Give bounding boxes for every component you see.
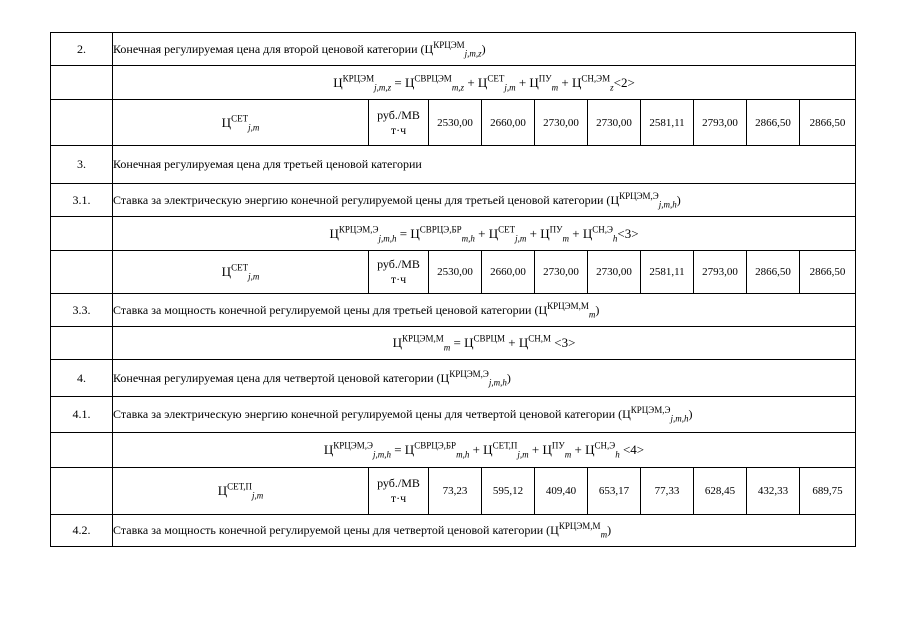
- value-cell: 2793,00: [694, 100, 747, 146]
- value-cell: 432,33: [747, 468, 800, 515]
- formula-row: [51, 433, 856, 468]
- value-cell: 2530,00: [429, 251, 482, 294]
- row-number: 4.2.: [51, 515, 113, 547]
- unit-cell: руб./МВ т·ч: [369, 468, 429, 515]
- row-number: 3.: [51, 146, 113, 184]
- value-cell: 689,75: [800, 468, 856, 515]
- row-title: Конечная регулируемая цена для второй ценовой категории $(Ц^{КРЦЭМ}_{j,m,z})$: [113, 33, 856, 66]
- formula-4: $Ц^{КРЦЭМ,Э}_{j,m,h} = Ц^{СВРЦЭ,БР}_{m,h} + Ц^{СЕТ,П}_{j,m} + Ц^{ПУ}_m + Ц^{СН,Э}_h <4>$: [113, 433, 856, 468]
- formula-3: $Ц^{КРЦЭМ,Э}_{j,m,h} = Ц^{СВРЦЭ,БР}_{m,h} + Ц^{СЕТ}_{j,m} + Ц^{ПУ}_m + Ц^{СН,Э}_h<3>$: [113, 217, 856, 251]
- value-cell: 2530,00: [429, 100, 482, 146]
- value-cell: 628,45: [694, 468, 747, 515]
- values-row: [51, 468, 856, 515]
- symbol-cell: $Ц^{СЕТ}_{j,m}$: [113, 100, 369, 146]
- formula-3m: $Ц^{КРЦЭМ,М}_m = Ц^{СВРЦМ} + Ц^{СН,М} <3>$: [113, 327, 856, 360]
- value-cell: 2660,00: [482, 100, 535, 146]
- row-number: 3.1.: [51, 184, 113, 217]
- value-cell: 595,12: [482, 468, 535, 515]
- row-title: Ставка за мощность конечной регулируемой цены для четвертой ценовой категории $(Ц^{КРЦЭМ,М}_m)$: [113, 515, 856, 547]
- value-cell: 2581,11: [641, 100, 694, 146]
- unit-cell: руб./МВ т·ч: [369, 100, 429, 146]
- table-row: [51, 33, 856, 66]
- formula-row: [51, 217, 856, 251]
- empty-cell: [51, 217, 113, 251]
- empty-cell: [51, 327, 113, 360]
- table-row: [51, 515, 856, 547]
- table-row: [51, 184, 856, 217]
- value-cell: 2730,00: [588, 100, 641, 146]
- table-row: [51, 146, 856, 184]
- value-cell: 653,17: [588, 468, 641, 515]
- value-cell: 77,33: [641, 468, 694, 515]
- values-row: [51, 251, 856, 294]
- row-number: 3.3.: [51, 294, 113, 327]
- row-title: Ставка за мощность конечной регулируемой цены для третьей ценовой категории $(Ц^{КРЦЭМ,М}_m)$: [113, 294, 856, 327]
- unit-cell: руб./МВ т·ч: [369, 251, 429, 294]
- value-cell: 2730,00: [535, 251, 588, 294]
- formula-2: $Ц^{КРЦЭМ}_{j,m,z} = Ц^{СВРЦЭМ}_{m,z} + Ц^{СЕТ}_{j,m} + Ц^{ПУ}_m + Ц^{СН,ЭМ}_z<2>$: [113, 66, 856, 100]
- symbol-cell: $Ц^{СЕТ,П}_{j,m}$: [113, 468, 369, 515]
- empty-cell: [51, 66, 113, 100]
- row-number: 4.1.: [51, 397, 113, 433]
- value-cell: 2660,00: [482, 251, 535, 294]
- tariff-table: [50, 32, 856, 547]
- row-title: Ставка за электрическую энергию конечной регулируемой цены для четвертой ценовой категории $(Ц^{КРЦЭМ,Э}_{j,m,h})$: [113, 397, 856, 433]
- table-row: [51, 397, 856, 433]
- row-title: Конечная регулируемая цена для четвертой ценовой категории $(Ц^{КРЦЭМ,Э}_{j,m,h})$: [113, 360, 856, 397]
- empty-cell: [51, 251, 113, 294]
- value-cell: 2730,00: [535, 100, 588, 146]
- empty-cell: [51, 100, 113, 146]
- row-number: 2.: [51, 33, 113, 66]
- value-cell: 2866,50: [800, 251, 856, 294]
- formula-row: [51, 327, 856, 360]
- value-cell: 2793,00: [694, 251, 747, 294]
- row-title: Конечная регулируемая цена для третьей ценовой категории: [113, 146, 856, 184]
- formula-row: [51, 66, 856, 100]
- table-row: [51, 294, 856, 327]
- row-title: Ставка за электрическую энергию конечной регулируемой цены для третьей ценовой категории $(Ц^{КРЦЭМ,Э}_{j,m,h})$: [113, 184, 856, 217]
- value-cell: 2730,00: [588, 251, 641, 294]
- empty-cell: [51, 433, 113, 468]
- symbol-cell: $Ц^{СЕТ}_{j,m}$: [113, 251, 369, 294]
- row-number: 4.: [51, 360, 113, 397]
- value-cell: 409,40: [535, 468, 588, 515]
- value-cell: 2866,50: [747, 251, 800, 294]
- value-cell: 2866,50: [747, 100, 800, 146]
- values-row: [51, 100, 856, 146]
- value-cell: 2581,11: [641, 251, 694, 294]
- value-cell: 73,23: [429, 468, 482, 515]
- empty-cell: [51, 468, 113, 515]
- table-row: [51, 360, 856, 397]
- value-cell: 2866,50: [800, 100, 856, 146]
